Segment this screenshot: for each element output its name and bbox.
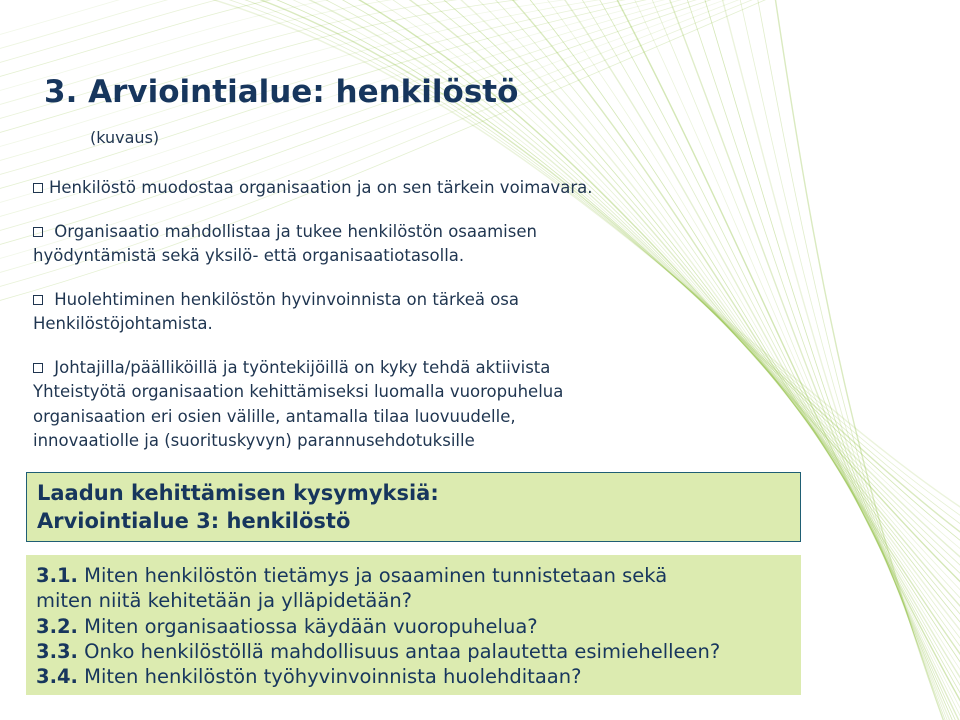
bullet-item (33, 288, 713, 337)
box-heading: Laadun kehittämisen kysymyksiä: (37, 481, 439, 505)
question-number: 3.1. (36, 564, 78, 587)
bullet-text: Organisaatio mahdollistaa ja tukee henkilöstön osaamisen (49, 221, 537, 241)
bullet-item (33, 220, 713, 269)
box-heading: Arviointialue 3: henkilöstö (37, 509, 351, 533)
bullet-text: Yhteistyötä organisaation kehittämiseksi luomalla vuoropuhelua (33, 382, 564, 401)
question-number: 3.2. (36, 615, 78, 638)
bullet-text: hyödyntämistä sekä yksilö- että organisaatiotasolla. (33, 246, 465, 265)
slide-subtitle: (kuvaus) (90, 128, 160, 147)
question-item (36, 640, 720, 663)
bullet-item (33, 356, 713, 454)
checkbox-bullet-icon (33, 183, 43, 193)
question-number: 3.3. (36, 640, 78, 663)
question-text: Onko henkilöstöllä mahdollisuus antaa palautetta esimiehelleen? (77, 640, 721, 663)
question-item (36, 564, 667, 587)
checkbox-bullet-icon (33, 363, 43, 373)
question-text: Miten organisaatiossa käydään vuoropuhelua? (77, 615, 538, 638)
checkbox-bullet-icon (33, 295, 43, 305)
quality-questions-header-box (26, 472, 801, 542)
question-item (36, 615, 538, 638)
bullet-text: organisaation eri osien välille, antamalla tilaa luovuudelle, (33, 406, 516, 426)
question-number: 3.4. (36, 665, 78, 688)
bullet-text: Huolehtiminen henkilöstön hyvinvoinnista on tärkeä osa (49, 289, 520, 309)
question-text: miten niitä kehitetään ja ylläpidetään? (36, 589, 413, 612)
bullet-item (33, 176, 713, 201)
question-text: Miten henkilöstön työhyvinvoinnista huolehditaan? (77, 665, 582, 688)
question-item (36, 665, 581, 688)
bullet-text: Johtajilla/päälliköillä ja työntekijöillä on kyky tehdä aktiivista (49, 357, 551, 377)
bullet-text: innovaatiolle ja (suorituskyvyn) parannusehdotuksille (33, 431, 475, 450)
question-text: Miten henkilöstön tietämys ja osaaminen tunnistetaan sekä (77, 564, 668, 587)
bullet-list (33, 176, 713, 473)
bullet-text: Henkilöstö muodostaa organisaation ja on sen tärkein voimavara. (49, 178, 593, 197)
bullet-text: Henkilöstöjohtamista. (33, 314, 213, 333)
questions-box (26, 555, 801, 695)
slide-title: 3. Arviointialue: henkilöstö (44, 74, 519, 110)
checkbox-bullet-icon (33, 227, 43, 237)
